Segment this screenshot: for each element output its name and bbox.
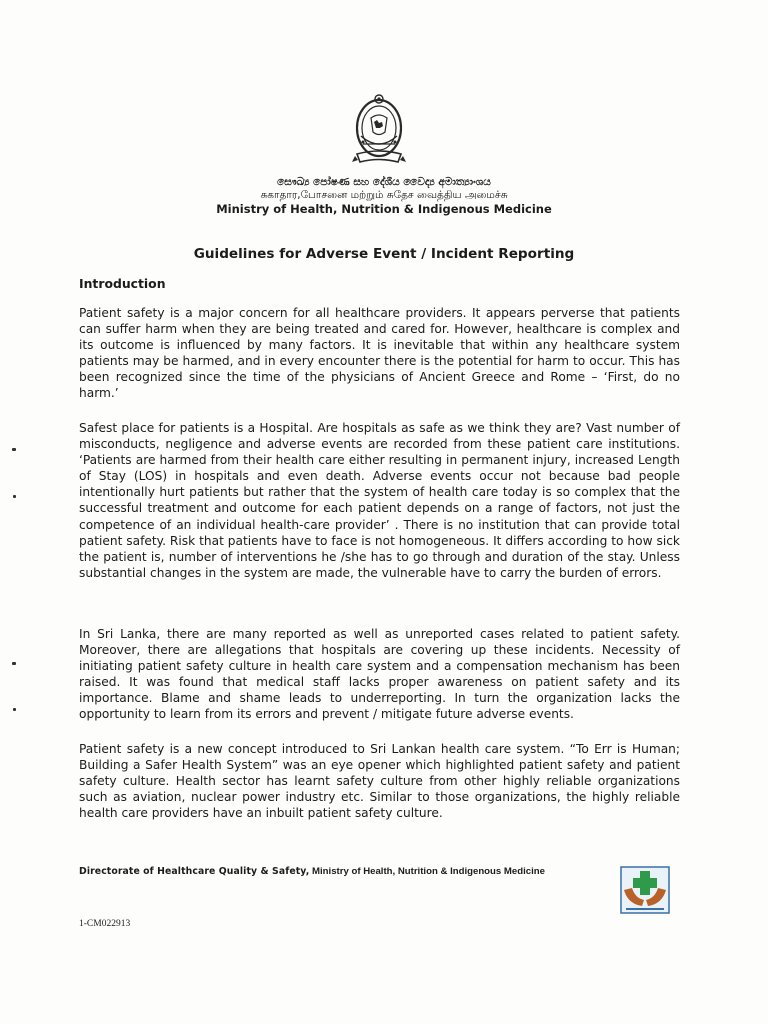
ministry-name-sinhala: සෞඛ්‍ය පෝෂණ සහ දේශීය වෛද්‍ය අමාත්‍යාංශය (277, 176, 491, 188)
footer-credit (79, 865, 619, 879)
paragraph-2: Safest place for patients is a Hospital. Are hospitals as safe as we think they are? Vast number of misconducts, negligence and adverse events are recorded from these patient care institutions. ‘Patients are harmed from their health care either resulting in permanent injury, increased Length of Stay (LOS) in hospitals and even death. Adverse events occur not because bad people intentionally hurt patients but rather that the system of health care today is so complex that the successful treatment and outcome for each patient depends on a range of factors, not just the competence of an individual health-care provider’ . There is no institution that can provide total patient safety. Risk that patients have to face is not homogeneous. It differs according to how sick the patient is, number of interventions he /she has to go through and duration of the stay. Unless substantial changes in the system are made, the vulnerable have to carry the burden of errors. (79, 421, 680, 580)
section-heading: Introduction (79, 276, 166, 291)
footer-directorate: Directorate of Healthcare Quality & Safety, (79, 866, 310, 877)
paragraph-1: Patient safety is a major concern for all healthcare providers. It appears perverse that patients can suffer harm when they are being treated and cared for. However, healthcare is complex and its outcome is influenced by many factors. It is inevitable that within any healthcare system patients may be harmed, and in every encounter there is the potential for harm to occur. This has been recognized since the time of the physicians of Ancient Greece and Rome – ‘First, do no harm.’ (79, 306, 680, 401)
document-code: 1-CM022913 (79, 919, 131, 929)
sri-lanka-emblem-icon (349, 92, 409, 168)
footer-ministry: Ministry of Health, Nutrition & Indigenous Medicine (309, 866, 545, 877)
paragraph-4: Patient safety is a new concept introduced to Sri Lankan health care system. “To Err is Human; Building a Safer Health System” was an eye opener which highlighted patient safety and patient safety culture. Health sector has learnt safety culture from other highly reliable organizations such as aviation, nuclear power industry etc. Similar to those organizations, the highly reliable health care providers have an inbuilt patient safety culture. (79, 742, 680, 821)
hands-cross-logo-icon (620, 866, 670, 914)
document-title: Guidelines for Adverse Event / Incident Reporting (193, 246, 575, 262)
scan-speck (12, 662, 16, 665)
paragraph-3: In Sri Lanka, there are many reported as well as unreported cases related to patient safety. Moreover, there are allegations that hospitals are covering up these incidents. Necessity of initiating patient safety culture in health care system and a compensation mechanism has been raised. It was found that medical staff lacks proper awareness on patient safety and its importance. Blame and shame leads to underreporting. In turn the organization lacks the opportunity to learn from its errors and prevent / mitigate future adverse events. (79, 627, 680, 722)
ministry-name-tamil: சுகாதார,போசனை மற்றும் சுதேச வைத்திய அமைச்சு (260, 189, 508, 201)
scan-speck (13, 495, 16, 498)
scan-speck (13, 708, 16, 711)
ministry-name-english: Ministry of Health, Nutrition & Indigenous Medicine (216, 202, 552, 216)
scan-speck (12, 448, 16, 451)
